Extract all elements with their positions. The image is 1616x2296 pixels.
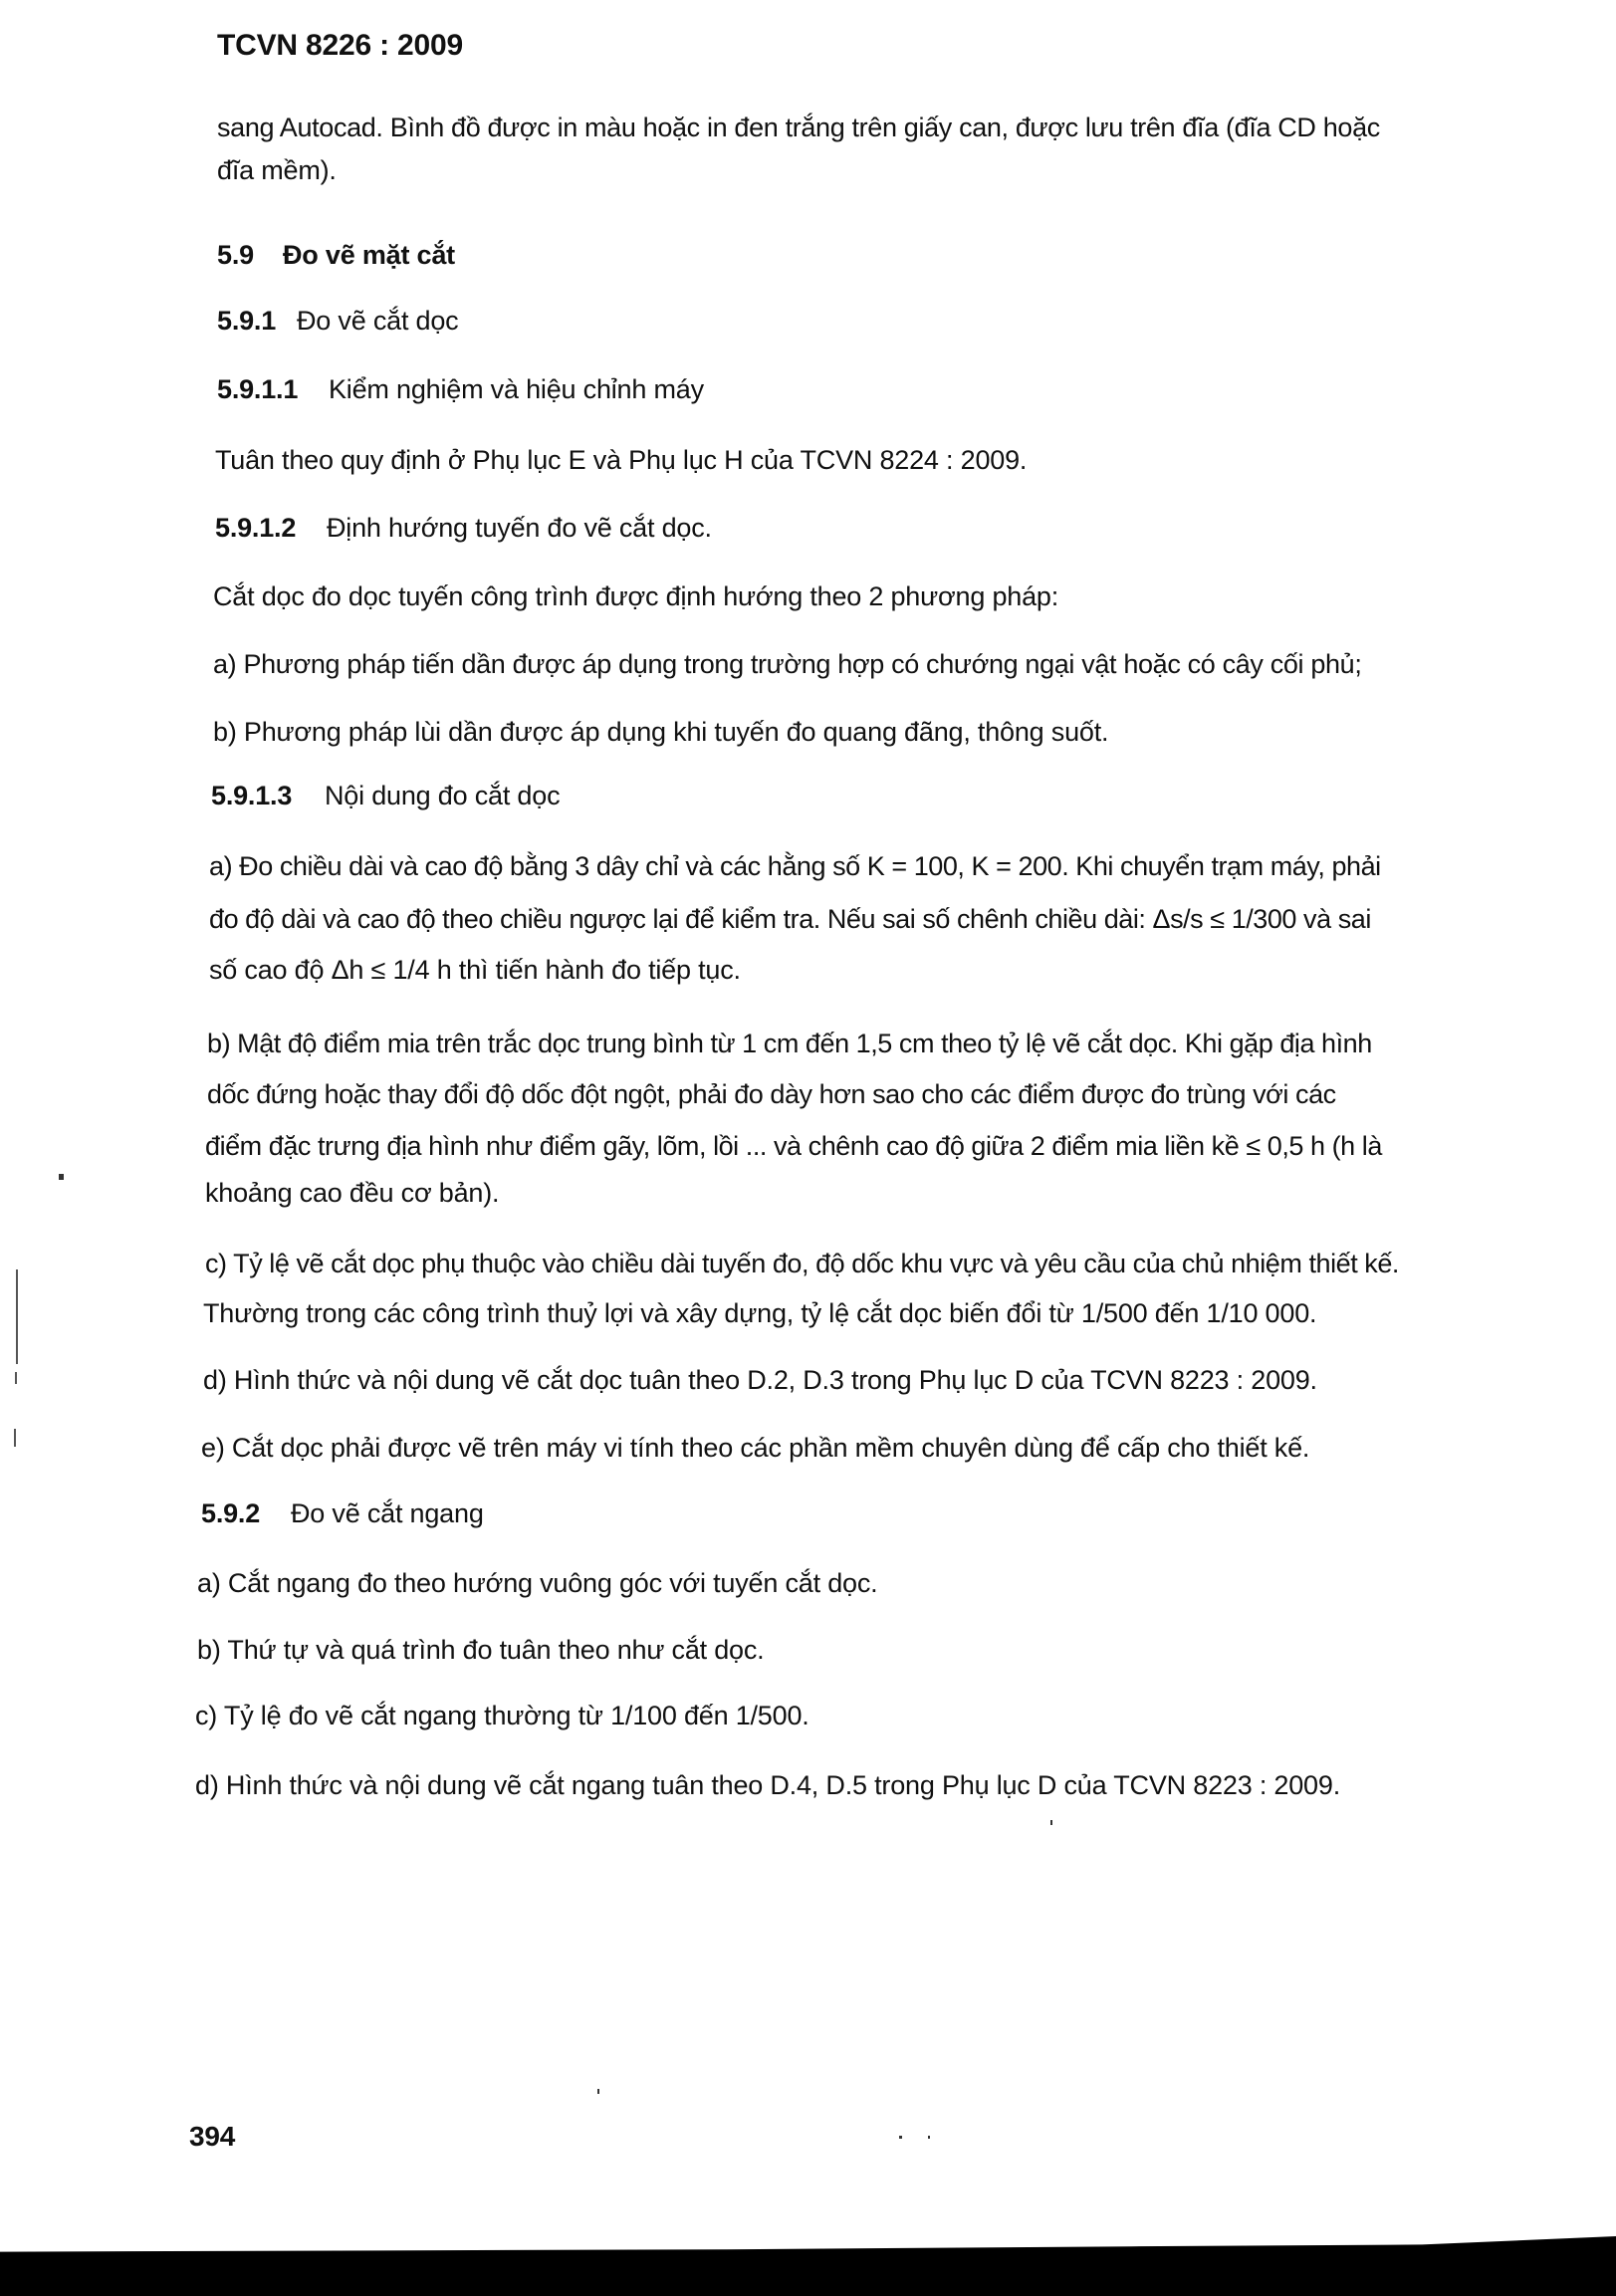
section-5-9-1-1-text: Tuân theo quy định ở Phụ lục E và Phụ lục H của TCVN 8224 : 2009. [215,445,1028,475]
item-e: e) Cắt dọc phải được vẽ trên máy vi tính theo các phần mềm chuyên dùng để cấp cho thiết kế. [201,1433,1310,1463]
page-number: 394 [189,2121,236,2152]
scan-edge-band [0,2236,1616,2296]
scan-margin-mark [14,1429,16,1447]
section-5-9-heading [217,239,455,271]
item-b-line-2: dốc đứng hoặc thay đổi độ dốc đột ngột, phải đo dày hơn sao cho các điểm được đo trùng với các [207,1079,1336,1109]
scan-speck [899,2136,902,2139]
section-number: 5.9.1 [217,306,277,336]
section-5-9-2-heading [201,1497,484,1529]
scan-speck [928,2136,930,2139]
list-item: a) Cắt ngang đo theo hướng vuông góc với tuyến cắt dọc. [197,1568,878,1598]
scan-margin-mark [15,1372,17,1384]
section-title: Kiểm nghiệm và hiệu chỉnh máy [329,374,704,404]
item-a-line-3: số cao độ Δh ≤ 1/4 h thì tiến hành đo tiếp tục. [209,955,741,985]
section-5-9-1-2-heading [215,512,712,544]
list-item: d) Hình thức và nội dung vẽ cắt ngang tuân theo D.4, D.5 trong Phụ lục D của TCVN 8223 : 2009. [195,1770,1340,1800]
section-title: Đo vẽ cắt dọc [297,306,459,336]
section-5-9-1-heading [217,305,459,337]
list-item: b) Thứ tự và quá trình đo tuân theo như cắt dọc. [197,1635,765,1665]
item-b-line-4: khoảng cao đều cơ bản). [205,1178,500,1208]
list-item: a) Phương pháp tiến dần được áp dụng trong trường hợp có chướng ngại vật hoặc có cây cối phủ; [213,649,1362,679]
scan-speck [59,1174,64,1180]
item-b-line-1: b) Mật độ điểm mia trên trắc dọc trung bình từ 1 cm đến 1,5 cm theo tỷ lệ vẽ cắt dọc. Khi gặp địa hình [207,1029,1372,1058]
section-number: 5.9 [217,240,254,270]
scan-speck [597,2089,599,2094]
scan-speck [1050,1820,1052,1825]
item-c-line-2: Thường trong các công trình thuỷ lợi và xây dựng, tỷ lệ cắt dọc biến đổi từ 1/500 đến 1/10 000. [203,1298,1317,1328]
list-item: c) Tỷ lệ đo vẽ cắt ngang thường từ 1/100 đến 1/500. [195,1701,809,1730]
item-d: d) Hình thức và nội dung vẽ cắt dọc tuân theo D.2, D.3 trong Phụ lục D của TCVN 8223 : 2009. [203,1365,1317,1395]
section-5-9-1-1-heading [217,373,704,405]
scan-margin-mark [16,1269,18,1364]
section-title: Nội dung đo cắt dọc [325,781,561,810]
item-c-line-1: c) Tỷ lệ vẽ cắt dọc phụ thuộc vào chiều dài tuyến đo, độ dốc khu vực và yêu cầu của chủ nhiệm thiết kế. [205,1249,1399,1278]
intro-line-1: sang Autocad. Bình đồ được in màu hoặc in đen trắng trên giấy can, được lưu trên đĩa (đĩa CD hoặc [217,113,1380,142]
section-title: Đo vẽ mặt cắt [283,240,455,270]
section-title: Đo vẽ cắt ngang [291,1498,484,1528]
section-number: 5.9.1.1 [217,374,299,404]
section-title: Định hướng tuyến đo vẽ cắt dọc. [327,513,712,543]
section-5-9-1-3-heading [211,780,560,811]
section-5-9-1-2-intro: Cắt dọc đo dọc tuyến công trình được định hướng theo 2 phương pháp: [213,581,1059,611]
item-a-line-1: a) Đo chiều dài và cao độ bằng 3 dây chỉ và các hằng số K = 100, K = 200. Khi chuyển trạm máy, phải [209,851,1381,881]
section-number: 5.9.2 [201,1498,261,1528]
item-a-line-2: đo độ dài và cao độ theo chiều ngược lại để kiểm tra. Nếu sai số chênh chiều dài: Δs/s ≤ 1/300 và sai [209,904,1371,934]
section-number: 5.9.1.3 [211,781,293,810]
section-number: 5.9.1.2 [215,513,297,543]
item-b-line-3: điểm đặc trưng địa hình như điểm gãy, lõm, lồi ... và chênh cao độ giữa 2 điểm mia liền kề ≤ 0,5 h (h là [205,1131,1382,1161]
intro-line-2: đĩa mềm). [217,155,337,185]
standard-code-header: TCVN 8226 : 2009 [217,29,463,62]
list-item: b) Phương pháp lùi dần được áp dụng khi tuyến đo quang đãng, thông suốt. [213,717,1109,747]
